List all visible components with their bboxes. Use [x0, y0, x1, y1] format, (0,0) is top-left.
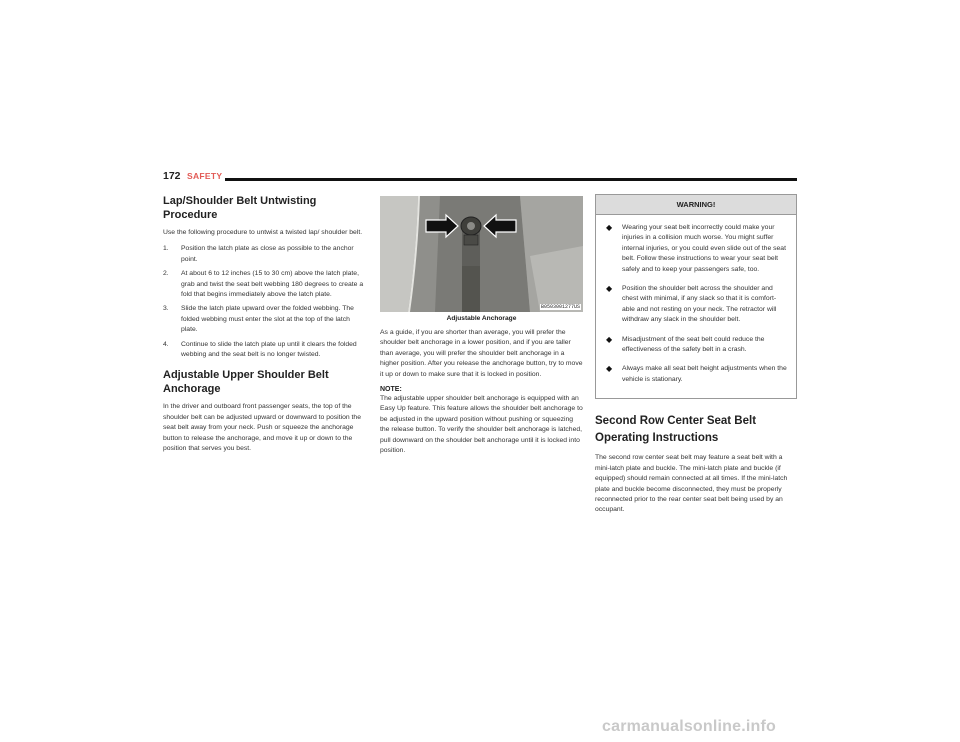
- diamond-bullet-icon: ◆: [606, 334, 613, 344]
- page-header: [163, 170, 797, 186]
- step-item: [163, 244, 365, 265]
- column-middle: [380, 194, 583, 462]
- warning-text: Wearing your seat belt incorrectly could make your injuries in a collision much worse. You might suffer internal injuries, or you could even slide out of the seat belt. Follow these instructions to wear your seat belt safely and to keep your passengers safe, too.: [622, 224, 786, 273]
- warning-item: [602, 223, 790, 275]
- warning-text: Always make all seat belt height adjustments when the vehicle is stationary.: [622, 365, 787, 383]
- step-text: Continue to slide the latch plate up until it clears the folded webbing and the seat belt is no longer twisted.: [181, 340, 357, 359]
- step-text: At about 6 to 12 inches (15 to 30 cm) above the latch plate, grab and twist the seat belt webbing 180 degrees to create a fold that begins immediately above the latch plate.: [181, 270, 364, 299]
- step-text: Slide the latch plate upward over the folded webbing. The folded webbing must enter the slot at the top of the latch plate.: [181, 305, 354, 334]
- step-number: 2.: [163, 270, 169, 278]
- warning-item: [602, 335, 790, 356]
- column-left: [163, 194, 365, 461]
- anchorage-heading: Adjustable Upper Shoulder Belt Anchorage: [163, 369, 329, 396]
- diamond-bullet-icon: ◆: [606, 364, 613, 374]
- warning-text: Position the shoulder belt across the shoulder and chest with minimal, if any slack so that it is comfort- able and not resting on your neck. The retractor will withdraw any slack in the shoulder belt.: [622, 285, 777, 324]
- diamond-bullet-icon: ◆: [606, 223, 613, 232]
- figure-caption: Adjustable Anchorage: [446, 315, 517, 322]
- step-item: [163, 269, 365, 300]
- diamond-bullet-icon: ◆: [606, 284, 613, 294]
- warning-item: [602, 364, 790, 385]
- anchorage-illustration: [380, 196, 583, 312]
- note-title: NOTE:: [380, 386, 402, 394]
- step-number: 3.: [163, 305, 169, 313]
- step-number: 4.: [163, 340, 169, 348]
- warning-box: [595, 194, 797, 399]
- second-row-paragraph: The second row center seat belt may feature a seat belt with a mini-latch plate and buckle. The mini-latch plate and buckle (if equipped) should remain connected at all times. If the mini-latch plate and buckle become disconnected, they must be properly reconnected prior to the rear center seat belt being used by an occupant.: [595, 454, 788, 514]
- warning-title: WARNING!: [596, 195, 796, 215]
- header-rule: [225, 178, 797, 181]
- step-item: [163, 340, 365, 361]
- note-text: The adjustable upper shoulder belt anchorage is equipped with an Easy Up feature. This feature allows the shoulder belt anchorage to be adjusted in the upward position without pushing or squeezing the release button. To verify the shoulder belt anchorage is latched, pull downward on the shoulder belt anchorage until it is locked into position.: [380, 395, 583, 455]
- guide-paragraph: As a guide, if you are shorter than average, you will prefer the shoulder belt anchorage in a lower position, and if you are taller than average, you will prefer the shoulder belt anchorage in a higher position. After you release the anchorage button, try to move it up or down to make sure that it is locked in position.: [380, 329, 583, 378]
- warning-item: [602, 284, 790, 326]
- untwisting-intro: Use the following procedure to untwist a twisted lap/ shoulder belt.: [163, 229, 363, 236]
- step-item: [163, 304, 365, 335]
- step-text: Position the latch plate as close as possible to the anchor point.: [181, 245, 354, 263]
- step-number: 1.: [163, 245, 169, 253]
- anchorage-paragraph: In the driver and outboard front passenger seats, the top of the shoulder belt can be adjusted upward or downward to position the seat belt away from your neck. Push or squeeze the anchorage button to release the anchorage, and move it up or down to the position that serves you best.: [163, 403, 361, 453]
- figure-code: B0503001277US: [540, 304, 580, 310]
- section-label: SAFETY: [187, 171, 223, 181]
- warning-text: Misadjustment of the seat belt could reduce the effectiveness of the safety belt in a crash.: [622, 335, 765, 354]
- untwisting-steps: [163, 244, 365, 360]
- column-right: [595, 194, 797, 522]
- untwisting-heading: Lap/Shoulder Belt Untwisting Procedure: [163, 195, 317, 221]
- adjustable-anchorage-figure: [380, 196, 583, 312]
- warning-list: [596, 215, 796, 398]
- page-number: 172: [163, 170, 181, 182]
- second-row-heading: Second Row Center Seat Belt Operating Instructions: [595, 415, 757, 445]
- watermark: carmanualsonline.info: [602, 718, 777, 735]
